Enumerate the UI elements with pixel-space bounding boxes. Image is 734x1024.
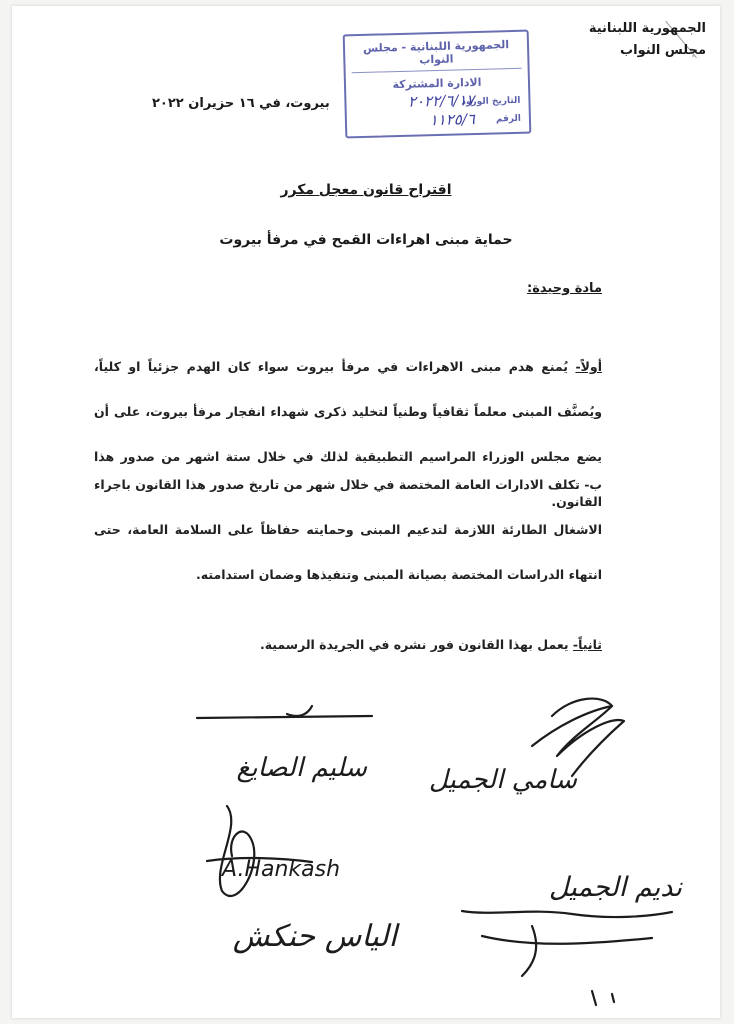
- stamp-title: الجمهورية اللبنانية - مجلس النواب: [351, 38, 522, 73]
- section-heading: مادة وحيدة:: [527, 281, 602, 296]
- parliament-receipt-stamp: [343, 30, 532, 139]
- signature-elias-hankach: [207, 806, 401, 954]
- stamp-number-label: الرقم: [495, 113, 522, 125]
- signature-salim-sayegh: [197, 706, 372, 783]
- stamp-number-value: ١١٢٥/٦: [429, 110, 476, 130]
- signatures-area: [12, 676, 720, 1016]
- article-first-text: يُمنع هدم مبنى الاهراءات في مرفأ بيروت سواء كان الهدم جزئياً او كلياً، ويُصنَّف المبنى معلماً ثقافياً وطنياً لتخليد ذكرى شهداء انفجار مرفأ بيروت، على أن يضع مجلس الوزراء المراسيم التطبيقية لذلك في خلال ستة اشهر من صدور هذا القانون.: [94, 359, 602, 509]
- letterhead: [589, 18, 706, 62]
- document-date: بيروت، في ١٦ حزيران ٢٠٢٢: [152, 96, 330, 111]
- signature-sami-gemayel: [429, 699, 624, 795]
- stamp-date-label: التاريخ الورود: [461, 95, 521, 108]
- article-first-lead: أولاً-: [575, 359, 602, 374]
- stamp-date-value: ٢٠٢٢/٦/١٧: [407, 91, 475, 111]
- signature-nadim-gemayel: [462, 872, 683, 1005]
- signature-nadim-gemayel-name: نديم الجميل: [548, 872, 682, 903]
- article-second-lead: ثانياً-: [572, 637, 602, 652]
- document-subtitle: حماية مبنى اهراءات القمح في مرفأ بيروت: [219, 232, 513, 248]
- document-page: [12, 6, 720, 1018]
- stamp-department: الادارة المشتركة: [392, 75, 482, 92]
- article-first-b-text: ب- تكلف الادارات العامة المختصة في خلال شهر من تاريخ صدور هذا القانون باجراء الاشغال الطارئة اللازمة لتدعيم المبنى وحمايته حفاظاً على السلامة العامة، حتى انتهاء الدراسات المختصة بصيانة المبنى وتنفيذها وضمان استدامته.: [94, 477, 602, 582]
- article-second: [94, 622, 602, 667]
- signature-elias-hankach-name: الياس حنكش: [232, 919, 397, 954]
- document-title: اقتراح قانون معجل مكرر: [280, 182, 452, 198]
- signature-salim-sayegh-name: سليم الصايغ: [236, 753, 367, 783]
- signature-elias-hankach-scrawl: A.Hankash: [222, 857, 341, 882]
- letterhead-republic: الجمهورية اللبنانية: [588, 21, 706, 36]
- article-second-text: يعمل بهذا القانون فور نشره في الجريدة الرسمية.: [259, 637, 573, 652]
- article-first-b: [94, 462, 602, 597]
- signature-sami-gemayel-name: سامي الجميل: [428, 765, 577, 795]
- letterhead-council: مجلس النواب: [620, 43, 706, 58]
